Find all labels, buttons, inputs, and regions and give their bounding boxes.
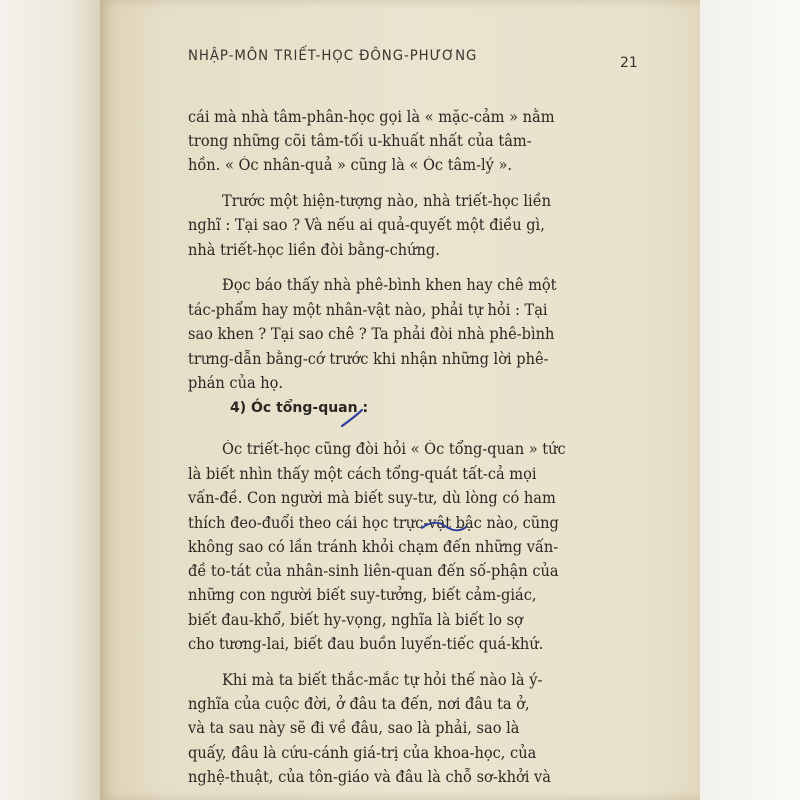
text-line: Óc triết-học cũng đòi hỏi « Óc tổng-quan » tức bbox=[222, 440, 566, 458]
text-line: trưng-dẫn bằng-cớ trước khi nhận những lời phê- bbox=[188, 350, 549, 368]
text-line: nhà triết-học liền đòi bằng-chứng. bbox=[188, 241, 440, 259]
running-head: NHẬP-MÔN TRIẾT-HỌC ĐÔNG-PHƯƠNG bbox=[188, 48, 478, 64]
text-line: không sao có lần tránh khỏi chạm đến những vấn- bbox=[188, 538, 559, 556]
text-line: hồn. « Óc nhân-quả » cũng là « Óc tâm-lý ». bbox=[188, 156, 513, 174]
book-page bbox=[100, 0, 700, 800]
text-line: và ta sau này sẽ đi về đâu, sao là phải, sao là bbox=[188, 719, 520, 737]
text-line: Khi mà ta biết thắc-mắc tự hỏi thế nào là ý- bbox=[222, 671, 543, 689]
text-line: biết đau-khổ, biết hy-vọng, nghĩa là biết lo sợ bbox=[188, 611, 523, 629]
text-line: cho tương-lai, biết đau buồn luyến-tiếc quá-khứ. bbox=[188, 635, 544, 653]
text-line: sao khen ? Tại sao chê ? Ta phải đòi nhà phê-bình bbox=[188, 325, 555, 343]
text-line: là biết nhìn thấy một cách tổng-quát tất-cả mọi bbox=[188, 465, 537, 483]
text-line: cái mà nhà tâm-phân-học gọi là « mặc-cảm » nằm bbox=[188, 108, 555, 126]
background-right bbox=[690, 0, 800, 800]
text-line: tác-phẩm hay một nhân-vật nào, phải tự hỏi : Tại bbox=[188, 301, 548, 319]
text-line: Đọc báo thấy nhà phê-bình khen hay chê một bbox=[222, 276, 557, 294]
text-line: thích đeo-đuổi theo cái học trực-vật bậc nào, cũng bbox=[188, 514, 559, 532]
text-line: quấy, đâu là cứu-cánh giá-trị của khoa-học, của bbox=[188, 744, 537, 762]
text-line: nghệ-thuật, của tôn-giáo và đâu là chỗ sơ-khởi và bbox=[188, 768, 551, 786]
text-line: phán của họ. bbox=[188, 374, 284, 392]
section-heading: 4) Óc tổng-quan : bbox=[230, 400, 369, 416]
text-line: nghĩa của cuộc đời, ở đâu ta đến, nơi đâu ta ở, bbox=[188, 695, 530, 713]
text-line: trong những cõi tâm-tối u-khuất nhất của tâm- bbox=[188, 132, 532, 150]
page-number: 21 bbox=[620, 55, 638, 71]
text-line: Trước một hiện-tượng nào, nhà triết-học liền bbox=[222, 192, 552, 210]
text-line: đề to-tát của nhân-sinh liên-quan đến số-phận của bbox=[188, 562, 559, 580]
text-line: nghĩ : Tại sao ? Và nếu ai quả-quyết một điều gì, bbox=[188, 216, 545, 234]
text-line: vấn-đề. Con người mà biết suy-tư, dù lòng có ham bbox=[188, 489, 556, 507]
book-spine-background bbox=[0, 0, 100, 800]
text-line: những con người biết suy-tưởng, biết cảm-giác, bbox=[188, 586, 537, 604]
